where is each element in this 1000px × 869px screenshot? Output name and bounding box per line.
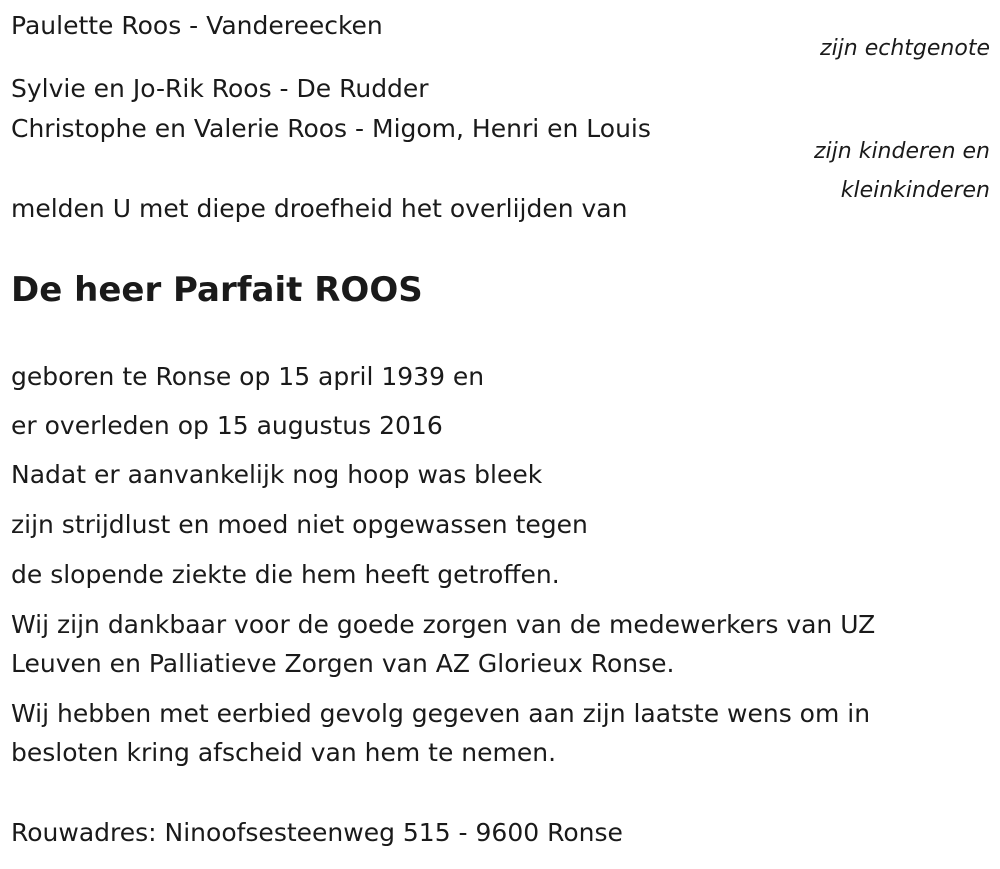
thanks-line-1: Wij zijn dankbaar voor de goede zorgen van de medewerkers van UZ [11,610,876,639]
children-note-line-2: kleinkinderen [840,178,990,203]
thanks-line-2: Leuven en Palliatieve Zorgen van AZ Glorieux Ronse. [11,649,675,678]
wish-line-2: besloten kring afscheid van hem te nemen. [11,738,557,767]
children-note-line-1: zijn kinderen en [814,139,990,164]
child-line-1: Sylvie en Jo-Rik Roos - De Rudder [11,74,429,103]
child-line-2: Christophe en Valerie Roos - Migom, Henri en Louis [11,114,651,143]
body-line-4: zijn strijdlust en moed niet opgewassen tegen [11,510,588,539]
body-line-5: de slopende ziekte die hem heeft getroffen. [11,560,560,589]
wish-line-1: Wij hebben met eerbied gevolg gegeven aan zijn laatste wens om in [11,699,871,728]
mourning-address: Rouwadres: Ninoofsesteenweg 515 - 9600 Ronse [11,818,623,847]
spouse-note: zijn echtgenote [820,36,990,61]
died-line: er overleden op 15 augustus 2016 [11,411,443,440]
born-line: geboren te Ronse op 15 april 1939 en [11,362,485,391]
spouse-name: Paulette Roos - Vandereecken [11,11,383,40]
announcement-text: melden U met diepe droefheid het overlijden van [11,194,628,223]
deceased-title: De heer Parfait ROOS [11,270,423,310]
body-line-3: Nadat er aanvankelijk nog hoop was bleek [11,460,543,489]
